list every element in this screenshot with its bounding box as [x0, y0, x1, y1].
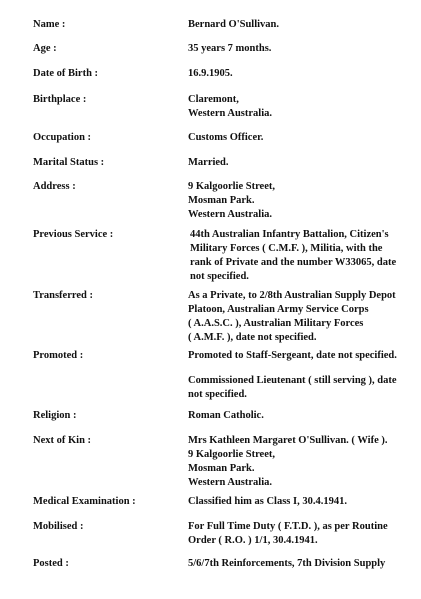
value-marital	[188, 156, 416, 170]
label-age: Age :	[33, 43, 57, 54]
value-kin-line: 9 Kalgoorlie Street,	[188, 449, 275, 460]
label-transferred: Transferred :	[33, 290, 93, 301]
value-occupation-line: Customs Officer.	[188, 132, 264, 143]
value-birthplace-line: Western Australia.	[188, 108, 272, 119]
value-kin-line: Western Australia.	[188, 477, 272, 488]
value-commissioned-line: Commissioned Lieutenant ( still serving ), date	[188, 375, 397, 386]
value-name-line: Bernard O'Sullivan.	[188, 19, 280, 30]
value-occupation	[188, 131, 416, 145]
value-kin-line: Mosman Park.	[188, 463, 255, 474]
value-previous-line: 44th Australian Infantry Battalion, Citizen's	[190, 229, 389, 240]
value-medical-line: Classified him as Class I, 30.4.1941.	[188, 496, 347, 507]
value-transferred-line: ( A.M.F. ), date not specified.	[188, 332, 317, 343]
value-birthplace	[188, 93, 416, 121]
value-marital-line: Married.	[188, 157, 229, 168]
value-posted	[188, 557, 416, 571]
label-previous-service: Previous Service :	[33, 229, 114, 240]
value-mobilised-line: For Full Time Duty ( F.T.D. ), as per Routine	[188, 521, 388, 532]
value-age	[188, 42, 416, 56]
label-mobilised: Mobilised :	[33, 521, 84, 532]
label-medical: Medical Examination :	[33, 496, 136, 507]
value-transferred-line: Platoon, Australian Army Service Corps	[188, 304, 369, 315]
value-promoted	[188, 349, 416, 363]
value-commissioned-line: not specified.	[188, 389, 247, 400]
value-transferred	[188, 289, 416, 345]
label-dob: Date of Birth :	[33, 68, 99, 79]
value-religion	[188, 409, 416, 423]
value-transferred-line: As a Private, to 2/8th Australian Supply Depot	[188, 290, 396, 301]
label-religion: Religion :	[33, 410, 77, 421]
value-transferred-line: ( A.A.S.C. ), Australian Military Forces	[188, 318, 364, 329]
value-birthplace-line: Claremont,	[188, 94, 239, 105]
value-posted-line: 5/6/7th Reinforcements, 7th Division Supply	[188, 558, 386, 569]
value-mobilised-line: Order ( R.O. ) 1/1, 30.4.1941.	[188, 535, 318, 546]
value-previous-service	[190, 228, 418, 284]
label-marital: Marital Status :	[33, 157, 105, 168]
value-address	[188, 180, 416, 222]
value-mobilised	[188, 520, 416, 548]
value-kin-line: Mrs Kathleen Margaret O'Sullivan. ( Wife ).	[188, 435, 388, 446]
value-commissioned	[188, 374, 416, 402]
value-address-line: Western Australia.	[188, 209, 272, 220]
value-religion-line: Roman Catholic.	[188, 410, 264, 421]
label-promoted: Promoted :	[33, 350, 84, 361]
label-next-of-kin: Next of Kin :	[33, 435, 92, 446]
value-promoted-line: Promoted to Staff-Sergeant, date not specified.	[188, 350, 397, 361]
value-dob-line: 16.9.1905.	[188, 68, 233, 79]
label-posted: Posted :	[33, 558, 69, 569]
label-birthplace: Birthplace :	[33, 94, 87, 105]
value-name	[188, 18, 416, 32]
value-address-line: 9 Kalgoorlie Street,	[188, 181, 275, 192]
label-occupation: Occupation :	[33, 132, 92, 143]
value-next-of-kin	[188, 434, 416, 490]
label-name: Name :	[33, 19, 66, 30]
value-previous-line: not specified.	[190, 271, 249, 282]
label-address: Address :	[33, 181, 76, 192]
value-medical	[188, 495, 416, 509]
value-dob	[188, 67, 416, 81]
value-previous-line: Military Forces ( C.M.F. ), Militia, with the	[190, 243, 383, 254]
value-age-line: 35 years 7 months.	[188, 43, 272, 54]
value-address-line: Mosman Park.	[188, 195, 255, 206]
value-previous-line: rank of Private and the number W33065, date	[190, 257, 397, 268]
